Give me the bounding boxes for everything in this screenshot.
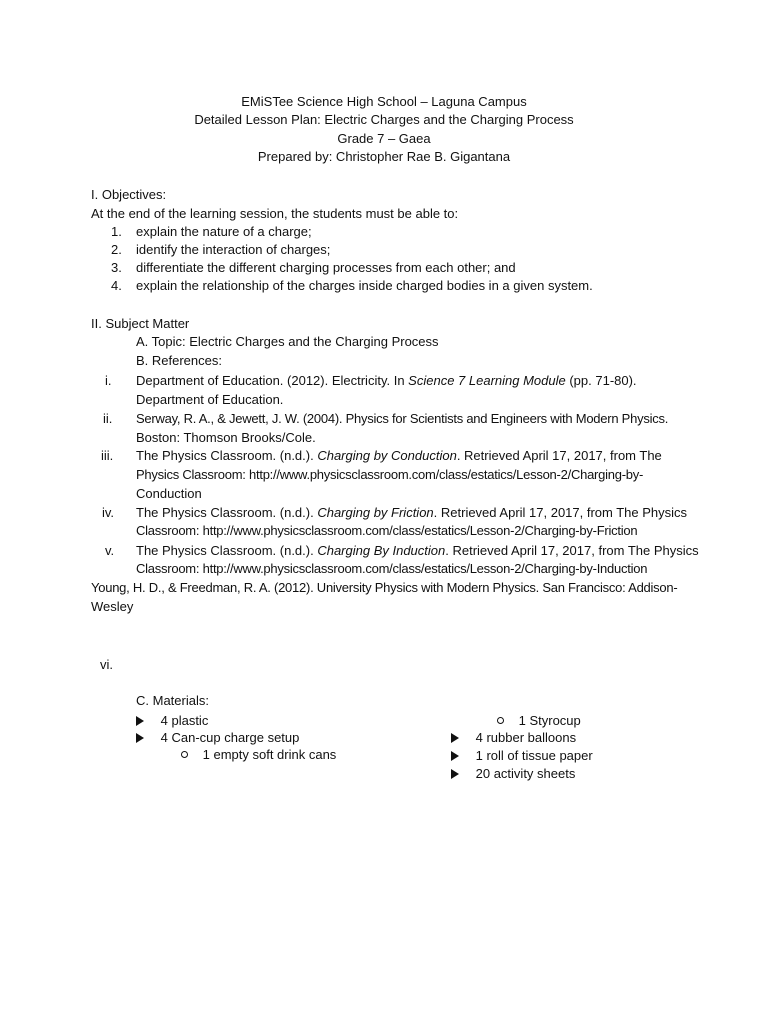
reference-line: The Physics Classroom. (n.d.). Charging By Induction. Retrieved April 17, 2017, from The Physics: [136, 543, 699, 558]
objective-item: explain the nature of a charge;: [136, 224, 312, 239]
objective-number: 2.: [111, 242, 122, 257]
arrow-bullet-icon: [136, 716, 144, 726]
material-item: 4 plastic: [136, 712, 208, 731]
plan-title: Detailed Lesson Plan: Electric Charges and the Charging Process: [194, 112, 574, 127]
objective-item: identify the interaction of charges;: [136, 242, 331, 257]
reference-number: i.: [105, 373, 112, 388]
material-sub-item: 1 Styrocup: [497, 712, 581, 731]
prepared-by: Prepared by: Christopher Rae B. Gigantana: [257, 149, 511, 164]
objective-number: 4.: [111, 278, 122, 293]
objectives-heading: I. Objectives:: [91, 187, 167, 202]
reference-line: Serway, R. A., & Jewett, J. W. (2004). Physics for Scientists and Engineers with Modern Physics.: [136, 411, 669, 426]
circle-bullet-icon: [181, 751, 188, 758]
arrow-bullet-icon: [451, 733, 459, 743]
reference-line: Young, H. D., & Freedman, R. A. (2012). University Physics with Modern Physics. San Francisco: Addison-: [91, 580, 678, 595]
topic-line: A. Topic: Electric Charges and the Charging Process: [136, 334, 439, 349]
grade-section: Grade 7 – Gaea: [337, 131, 431, 146]
arrow-bullet-icon: [451, 751, 459, 761]
reference-line: The Physics Classroom. (n.d.). Charging by Conduction. Retrieved April 17, 2017, from The: [136, 448, 662, 463]
material-item: 4 rubber balloons: [451, 729, 576, 748]
reference-line: Wesley: [91, 599, 134, 614]
material-sub-item: 1 empty soft drink cans: [181, 746, 336, 765]
material-item: 1 roll of tissue paper: [451, 747, 593, 766]
circle-bullet-icon: [497, 717, 504, 724]
reference-number: iii.: [101, 448, 114, 463]
objective-number: 3.: [111, 260, 122, 275]
objective-item: explain the relationship of the charges inside charged bodies in a given system.: [136, 278, 593, 293]
reference-line: Conduction: [136, 486, 202, 501]
reference-line: Department of Education.: [136, 392, 284, 407]
material-item: 4 Can-cup charge setup: [136, 729, 299, 748]
materials-heading: C. Materials:: [136, 693, 209, 708]
reference-number: iv.: [102, 505, 115, 520]
material-item: 20 activity sheets: [451, 765, 575, 784]
reference-number: vi.: [100, 657, 113, 672]
reference-url: Physics Classroom: http://www.physicsclassroom.com/class/estatics/Lesson-2/Charging-by-: [136, 467, 644, 482]
reference-number: v.: [105, 543, 115, 558]
reference-number: ii.: [103, 411, 113, 426]
references-heading: B. References:: [136, 353, 222, 368]
reference-url: Classroom: http://www.physicsclassroom.com/class/estatics/Lesson-2/Charging-by-Friction: [136, 523, 638, 538]
reference-line: The Physics Classroom. (n.d.). Charging by Friction. Retrieved April 17, 2017, from The Physics: [136, 505, 688, 520]
school-name: EMiSTee Science High School – Laguna Campus: [241, 94, 527, 109]
objective-number: 1.: [111, 224, 122, 239]
objective-item: differentiate the different charging processes from each other; and: [136, 260, 516, 275]
reference-url: Classroom: http://www.physicsclassroom.com/class/estatics/Lesson-2/Charging-by-Induction: [136, 561, 648, 576]
arrow-bullet-icon: [451, 769, 459, 779]
arrow-bullet-icon: [136, 733, 144, 743]
reference-line: Department of Education. (2012). Electricity. In Science 7 Learning Module (pp. 71-80).: [136, 373, 637, 388]
reference-line: Boston: Thomson Brooks/Cole.: [136, 430, 316, 445]
objectives-intro: At the end of the learning session, the students must be able to:: [91, 206, 459, 221]
subject-matter-heading: II. Subject Matter: [91, 316, 190, 331]
